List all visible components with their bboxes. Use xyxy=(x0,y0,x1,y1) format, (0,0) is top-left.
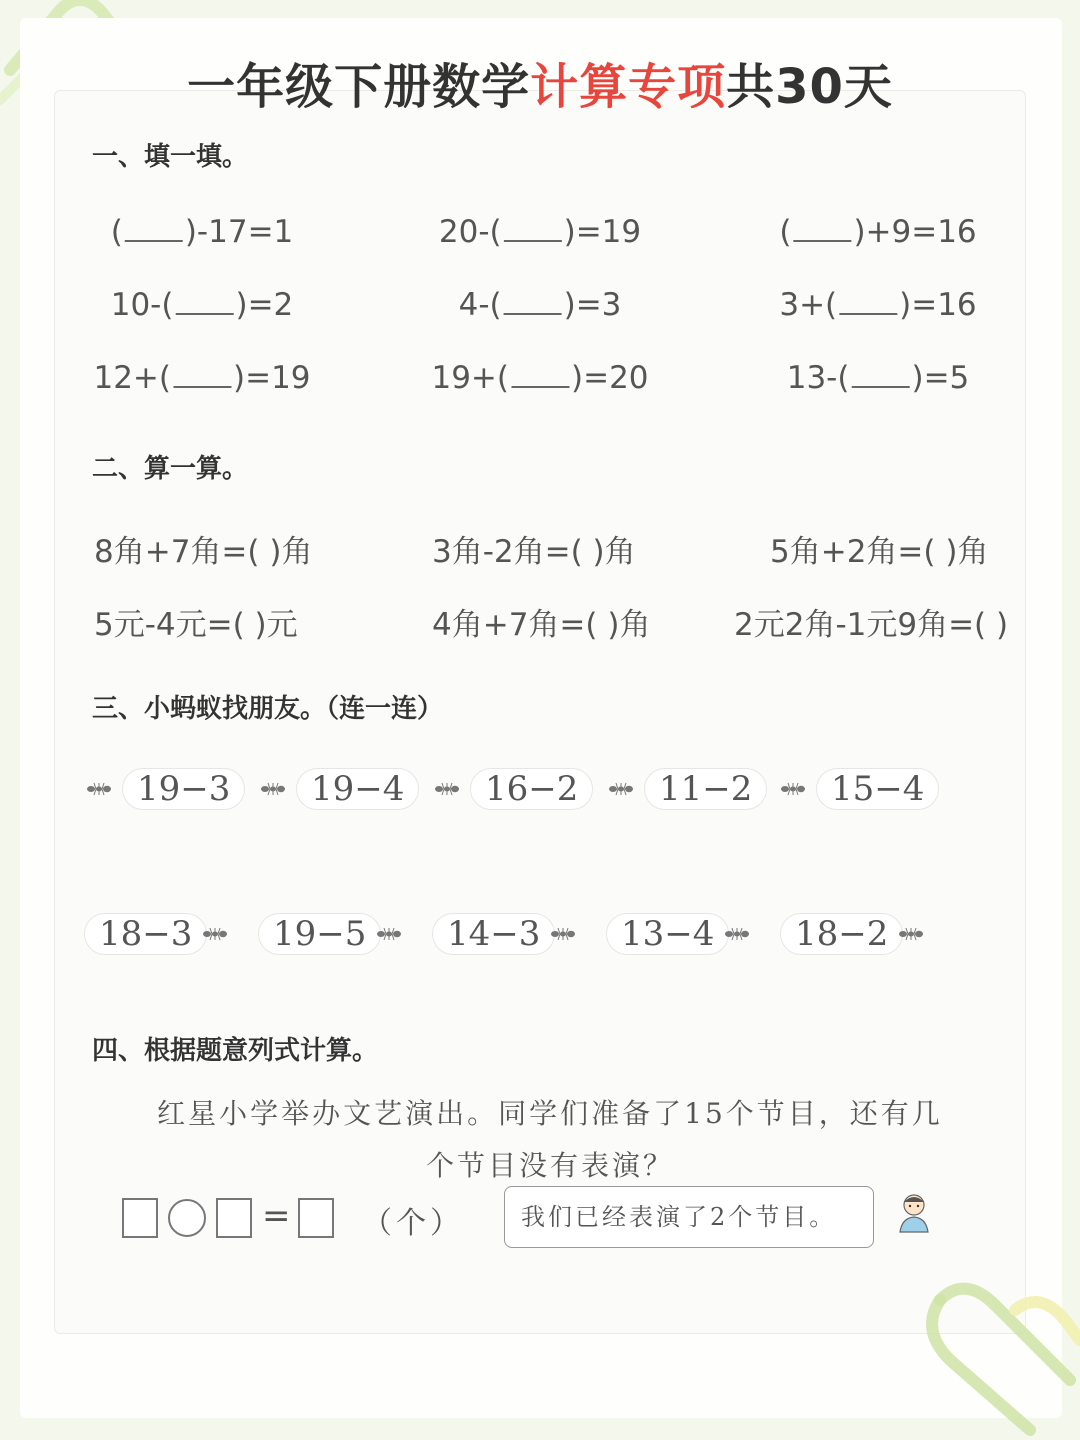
fill-blank-equation: 3+( )=16 xyxy=(779,287,977,323)
ant-icon xyxy=(376,927,402,941)
operator-circle[interactable] xyxy=(168,1199,206,1237)
money-equation: 3角-2角=( )角 xyxy=(432,534,636,570)
money-equation: 2元2角-1元9角=( ) xyxy=(734,607,1009,643)
word-problem-line-1: 红星小学举办文艺演出。同学们准备了15个节目，还有几 xyxy=(157,1097,943,1130)
answer-blank[interactable] xyxy=(504,293,562,315)
ant-icon xyxy=(898,927,924,941)
answer-box[interactable] xyxy=(298,1198,334,1238)
ant-expression-pill[interactable]: 11−2 xyxy=(644,768,767,810)
answer-blank[interactable] xyxy=(504,220,562,242)
ant-icon xyxy=(434,782,460,796)
answer-box[interactable] xyxy=(216,1198,252,1238)
title-highlight: 计算专项 xyxy=(530,59,727,115)
ant-expression-pill[interactable]: 16−2 xyxy=(470,768,593,810)
ant-icon xyxy=(780,782,806,796)
answer-blank[interactable] xyxy=(851,366,909,388)
equals-sign: = xyxy=(262,1196,291,1236)
money-equation: 5元-4元=( )元 xyxy=(94,607,298,643)
ant-icon xyxy=(550,927,576,941)
ant-icon xyxy=(86,782,112,796)
ant-expression-pill[interactable]: 19−4 xyxy=(296,768,419,810)
fill-blank-equation: 10-( )=2 xyxy=(110,287,294,323)
ant-expression-pill[interactable]: 14−3 xyxy=(432,913,555,955)
ant-expression-pill[interactable]: 18−3 xyxy=(84,913,207,955)
money-equation: 4角+7角=( )角 xyxy=(432,607,651,643)
ant-expression-pill[interactable]: 15−4 xyxy=(816,768,939,810)
fill-blank-equation: 19+( )=20 xyxy=(431,360,649,396)
section-1-heading: 一、填一填。 xyxy=(92,142,249,172)
section-3-heading: 三、小蚂蚁找朋友。（连一连） xyxy=(92,694,444,724)
student-avatar-icon xyxy=(894,1192,934,1234)
ant-expression-pill[interactable]: 19−3 xyxy=(122,768,245,810)
answer-blank[interactable] xyxy=(793,220,851,242)
money-equation: 5角+2角=( )角 xyxy=(770,534,989,570)
section-4-heading: 四、根据题意列式计算。 xyxy=(92,1036,379,1066)
ant-expression-pill[interactable]: 13−4 xyxy=(606,913,729,955)
answer-blank[interactable] xyxy=(125,220,183,242)
fill-blank-equation: 20-( )=19 xyxy=(438,214,642,250)
page-title xyxy=(0,48,1080,117)
ant-expression-pill[interactable]: 18−2 xyxy=(780,913,903,955)
ant-expression-pill[interactable]: 19−5 xyxy=(258,913,381,955)
unit-label: （个） xyxy=(362,1206,464,1241)
fill-blank-equation: 4-( )=3 xyxy=(458,287,622,323)
fill-blank-equation: 13-( )=5 xyxy=(786,360,970,396)
speech-bubble: 我们已经表演了2个节目。 xyxy=(504,1186,874,1248)
answer-blank[interactable] xyxy=(511,366,569,388)
title-prefix: 一年级下册数学 xyxy=(187,59,531,115)
ant-icon xyxy=(724,927,750,941)
ant-icon xyxy=(202,927,228,941)
ant-icon xyxy=(260,782,286,796)
answer-blank[interactable] xyxy=(175,293,233,315)
answer-blank[interactable] xyxy=(173,366,231,388)
section-2-heading: 二、算一算。 xyxy=(92,454,249,484)
answer-blank[interactable] xyxy=(839,293,897,315)
word-problem-line-2: 个节目没有表演？ xyxy=(425,1149,674,1182)
fill-blank-equation: ( )+9=16 xyxy=(779,214,977,250)
fill-blank-equation: ( )-17=1 xyxy=(110,214,294,250)
title-suffix: 共30天 xyxy=(726,59,893,115)
money-equation: 8角+7角=( )角 xyxy=(94,534,313,570)
ant-icon xyxy=(608,782,634,796)
fill-blank-equation: 12+( )=19 xyxy=(93,360,311,396)
paper-clip-bottom-right-icon xyxy=(920,1270,1080,1440)
answer-box[interactable] xyxy=(122,1198,158,1238)
